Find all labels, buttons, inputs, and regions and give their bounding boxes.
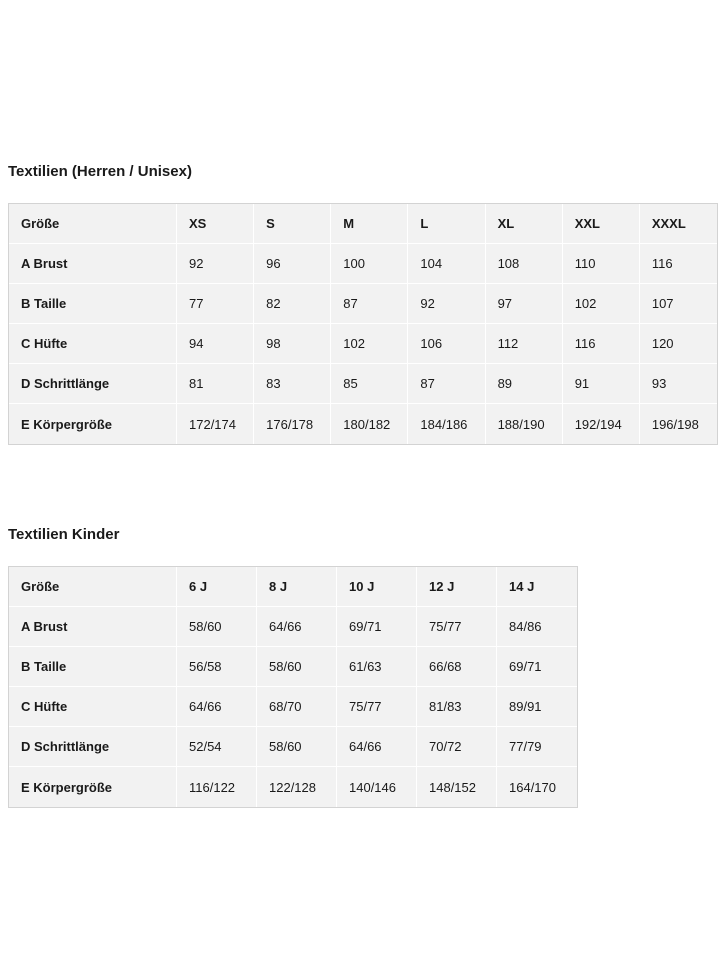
value-cell: 192/194 bbox=[563, 404, 640, 444]
value-cell: 89/91 bbox=[497, 687, 577, 727]
value-cell: 122/128 bbox=[257, 767, 337, 807]
section-title-herren-unisex: Textilien (Herren / Unisex) bbox=[8, 163, 192, 180]
value-cell: 110 bbox=[563, 244, 640, 284]
value-cell: 82 bbox=[254, 284, 331, 324]
value-cell: 140/146 bbox=[337, 767, 417, 807]
table-row bbox=[9, 767, 577, 807]
size-header-cell: 10 J bbox=[337, 567, 417, 607]
value-cell: 68/70 bbox=[257, 687, 337, 727]
value-cell: 58/60 bbox=[177, 607, 257, 647]
value-cell: 77 bbox=[177, 284, 254, 324]
value-cell: 96 bbox=[254, 244, 331, 284]
value-cell: 64/66 bbox=[257, 607, 337, 647]
row-label-cell: B Taille bbox=[9, 284, 177, 324]
value-cell: 102 bbox=[331, 324, 408, 364]
section-textilien-kinder bbox=[8, 525, 712, 808]
value-cell: 102 bbox=[563, 284, 640, 324]
value-cell: 89 bbox=[486, 364, 563, 404]
value-cell: 58/60 bbox=[257, 647, 337, 687]
row-label-cell: C Hüfte bbox=[9, 324, 177, 364]
value-cell: 85 bbox=[331, 364, 408, 404]
value-cell: 81/83 bbox=[417, 687, 497, 727]
value-cell: 69/71 bbox=[337, 607, 417, 647]
value-cell: 84/86 bbox=[497, 607, 577, 647]
size-header-cell: 6 J bbox=[177, 567, 257, 607]
table-row bbox=[9, 687, 577, 727]
value-cell: 66/68 bbox=[417, 647, 497, 687]
section-textilien-herren bbox=[8, 162, 712, 445]
size-header-cell: 12 J bbox=[417, 567, 497, 607]
row-label-cell: B Taille bbox=[9, 647, 177, 687]
value-cell: 108 bbox=[486, 244, 563, 284]
value-cell: 180/182 bbox=[331, 404, 408, 444]
row-label-cell: E Körpergröße bbox=[9, 767, 177, 807]
header-row bbox=[9, 567, 577, 607]
value-cell: 75/77 bbox=[417, 607, 497, 647]
value-cell: 184/186 bbox=[408, 404, 485, 444]
header-row bbox=[9, 204, 717, 244]
value-cell: 61/63 bbox=[337, 647, 417, 687]
size-header-cell: S bbox=[254, 204, 331, 244]
table-row bbox=[9, 607, 577, 647]
size-header-cell: 14 J bbox=[497, 567, 577, 607]
value-cell: 112 bbox=[486, 324, 563, 364]
value-cell: 116/122 bbox=[177, 767, 257, 807]
size-header-cell: 8 J bbox=[257, 567, 337, 607]
table-row bbox=[9, 244, 717, 284]
value-cell: 64/66 bbox=[337, 727, 417, 767]
value-cell: 106 bbox=[408, 324, 485, 364]
value-cell: 116 bbox=[640, 244, 717, 284]
value-cell: 56/58 bbox=[177, 647, 257, 687]
size-header-cell: XXXL bbox=[640, 204, 717, 244]
row-label-cell: A Brust bbox=[9, 607, 177, 647]
value-cell: 92 bbox=[408, 284, 485, 324]
size-header-cell: XS bbox=[177, 204, 254, 244]
value-cell: 188/190 bbox=[486, 404, 563, 444]
row-label-cell: A Brust bbox=[9, 244, 177, 284]
value-cell: 58/60 bbox=[257, 727, 337, 767]
value-cell: 64/66 bbox=[177, 687, 257, 727]
size-header-cell: M bbox=[331, 204, 408, 244]
value-cell: 104 bbox=[408, 244, 485, 284]
value-cell: 100 bbox=[331, 244, 408, 284]
size-header-cell: XL bbox=[486, 204, 563, 244]
table-row bbox=[9, 324, 717, 364]
size-header-cell: XXL bbox=[563, 204, 640, 244]
value-cell: 87 bbox=[408, 364, 485, 404]
table-row bbox=[9, 284, 717, 324]
value-cell: 92 bbox=[177, 244, 254, 284]
size-table-kinder bbox=[8, 566, 578, 808]
row-label-cell: C Hüfte bbox=[9, 687, 177, 727]
size-label-header-cell: Größe bbox=[9, 567, 177, 607]
value-cell: 87 bbox=[331, 284, 408, 324]
value-cell: 98 bbox=[254, 324, 331, 364]
value-cell: 172/174 bbox=[177, 404, 254, 444]
value-cell: 164/170 bbox=[497, 767, 577, 807]
table-row bbox=[9, 727, 577, 767]
value-cell: 107 bbox=[640, 284, 717, 324]
table-row bbox=[9, 364, 717, 404]
value-cell: 97 bbox=[486, 284, 563, 324]
row-label-cell: D Schrittlänge bbox=[9, 364, 177, 404]
value-cell: 75/77 bbox=[337, 687, 417, 727]
size-label-header-cell: Größe bbox=[9, 204, 177, 244]
value-cell: 196/198 bbox=[640, 404, 717, 444]
value-cell: 77/79 bbox=[497, 727, 577, 767]
value-cell: 91 bbox=[563, 364, 640, 404]
table-row bbox=[9, 647, 577, 687]
row-label-cell: E Körpergröße bbox=[9, 404, 177, 444]
value-cell: 70/72 bbox=[417, 727, 497, 767]
value-cell: 94 bbox=[177, 324, 254, 364]
value-cell: 69/71 bbox=[497, 647, 577, 687]
table-row bbox=[9, 404, 717, 444]
value-cell: 120 bbox=[640, 324, 717, 364]
size-table-herren-unisex bbox=[8, 203, 718, 445]
value-cell: 52/54 bbox=[177, 727, 257, 767]
value-cell: 176/178 bbox=[254, 404, 331, 444]
value-cell: 83 bbox=[254, 364, 331, 404]
row-label-cell: D Schrittlänge bbox=[9, 727, 177, 767]
value-cell: 148/152 bbox=[417, 767, 497, 807]
size-header-cell: L bbox=[408, 204, 485, 244]
value-cell: 93 bbox=[640, 364, 717, 404]
section-title-kinder: Textilien Kinder bbox=[8, 526, 120, 543]
value-cell: 116 bbox=[563, 324, 640, 364]
value-cell: 81 bbox=[177, 364, 254, 404]
